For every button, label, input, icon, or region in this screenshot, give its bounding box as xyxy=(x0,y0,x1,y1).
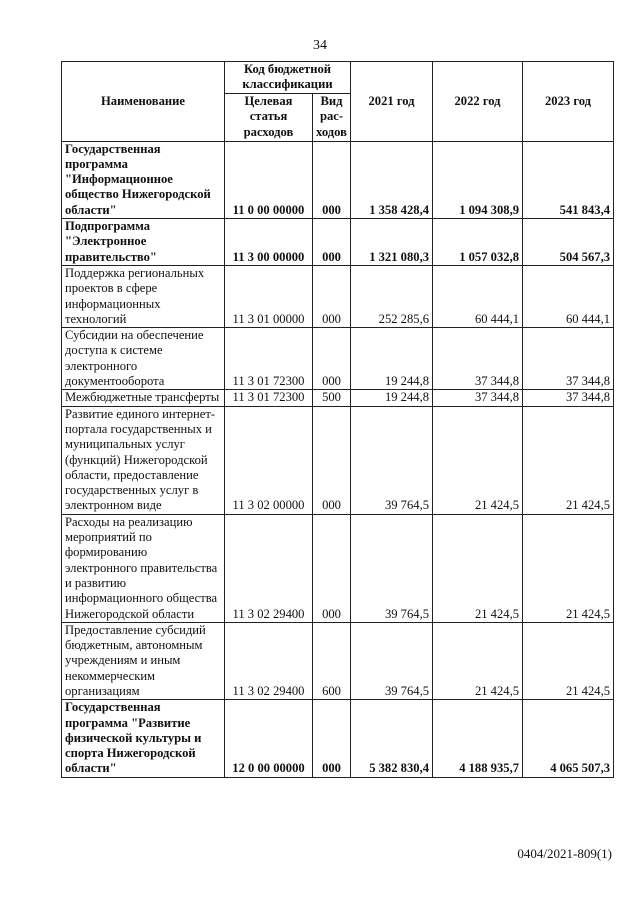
row-value-2023: 541 843,4 xyxy=(523,141,614,218)
row-target-item: 12 0 00 00000 xyxy=(225,700,313,777)
row-value-2021: 39 764,5 xyxy=(351,622,433,699)
row-name: Субсидии на обеспечение доступа к системе электронного документооборота xyxy=(62,328,225,390)
row-value-2021: 252 285,6 xyxy=(351,265,433,327)
table-row xyxy=(62,219,614,266)
header-expense-type: Вид рас-ходов xyxy=(313,93,351,141)
row-expense-type: 000 xyxy=(313,328,351,390)
row-value-2022: 1 057 032,8 xyxy=(433,219,523,266)
header-target-item: Целевая статья расходов xyxy=(225,93,313,141)
table-row xyxy=(62,328,614,390)
row-name: Государственная программа "Развитие физической культуры и спорта Нижегородской области" xyxy=(62,700,225,777)
row-name: Поддержка региональных проектов в сфере информационных технологий xyxy=(62,265,225,327)
table-body xyxy=(62,141,614,777)
row-expense-type: 000 xyxy=(313,265,351,327)
row-expense-type: 000 xyxy=(313,700,351,777)
row-value-2022: 21 424,5 xyxy=(433,622,523,699)
row-expense-type: 000 xyxy=(313,514,351,622)
row-expense-type: 000 xyxy=(313,219,351,266)
row-value-2022: 21 424,5 xyxy=(433,406,523,514)
header-name: Наименование xyxy=(62,62,225,142)
row-name: Расходы на реализацию мероприятий по формированию электронного правительства и развитию информационного общества Нижегородской области xyxy=(62,514,225,622)
row-value-2023: 21 424,5 xyxy=(523,514,614,622)
document-code: 0404/2021-809(1) xyxy=(517,846,612,861)
row-value-2023: 504 567,3 xyxy=(523,219,614,266)
row-value-2021: 39 764,5 xyxy=(351,406,433,514)
row-value-2021: 19 244,8 xyxy=(351,328,433,390)
row-value-2022: 21 424,5 xyxy=(433,514,523,622)
table-row xyxy=(62,622,614,699)
header-year-2023: 2023 год xyxy=(523,62,614,142)
header-budget-code-group: Код бюджетной классификации xyxy=(225,62,351,94)
table-row xyxy=(62,265,614,327)
row-expense-type: 500 xyxy=(313,390,351,406)
row-expense-type: 000 xyxy=(313,406,351,514)
row-value-2023: 37 344,8 xyxy=(523,390,614,406)
row-value-2023: 21 424,5 xyxy=(523,406,614,514)
table-row xyxy=(62,406,614,514)
row-expense-type: 600 xyxy=(313,622,351,699)
table-header xyxy=(62,62,614,142)
row-name: Государственная программа "Информационное общество Нижегородской области" xyxy=(62,141,225,218)
row-value-2022: 4 188 935,7 xyxy=(433,700,523,777)
row-target-item: 11 3 02 00000 xyxy=(225,406,313,514)
row-value-2021: 1 321 080,3 xyxy=(351,219,433,266)
row-value-2023: 21 424,5 xyxy=(523,622,614,699)
row-value-2021: 5 382 830,4 xyxy=(351,700,433,777)
row-target-item: 11 0 00 00000 xyxy=(225,141,313,218)
row-value-2022: 1 094 308,9 xyxy=(433,141,523,218)
table-row xyxy=(62,141,614,218)
row-value-2021: 1 358 428,4 xyxy=(351,141,433,218)
page-number: 34 xyxy=(313,38,327,53)
row-value-2021: 39 764,5 xyxy=(351,514,433,622)
row-value-2022: 37 344,8 xyxy=(433,328,523,390)
row-expense-type: 000 xyxy=(313,141,351,218)
row-target-item: 11 3 00 00000 xyxy=(225,219,313,266)
row-name: Предоставление субсидий бюджетным, автономным учреждениям и иным некоммерческим организациям xyxy=(62,622,225,699)
row-target-item: 11 3 01 00000 xyxy=(225,265,313,327)
table-row xyxy=(62,390,614,406)
row-name: Подпрограмма "Электронное правительство" xyxy=(62,219,225,266)
row-name: Развитие единого интернет-портала государственных и муниципальных услуг (функций) Нижегородской области, предоставление государственных услуг в электронном виде xyxy=(62,406,225,514)
table-row xyxy=(62,700,614,777)
row-target-item: 11 3 01 72300 xyxy=(225,390,313,406)
row-value-2023: 60 444,1 xyxy=(523,265,614,327)
row-target-item: 11 3 02 29400 xyxy=(225,622,313,699)
table-row xyxy=(62,514,614,622)
row-value-2022: 60 444,1 xyxy=(433,265,523,327)
row-value-2023: 37 344,8 xyxy=(523,328,614,390)
row-target-item: 11 3 02 29400 xyxy=(225,514,313,622)
row-value-2023: 4 065 507,3 xyxy=(523,700,614,777)
row-name: Межбюджетные трансферты xyxy=(62,390,225,406)
budget-table xyxy=(61,61,614,778)
header-year-2021: 2021 год xyxy=(351,62,433,142)
row-value-2022: 37 344,8 xyxy=(433,390,523,406)
row-value-2021: 19 244,8 xyxy=(351,390,433,406)
header-year-2022: 2022 год xyxy=(433,62,523,142)
row-target-item: 11 3 01 72300 xyxy=(225,328,313,390)
